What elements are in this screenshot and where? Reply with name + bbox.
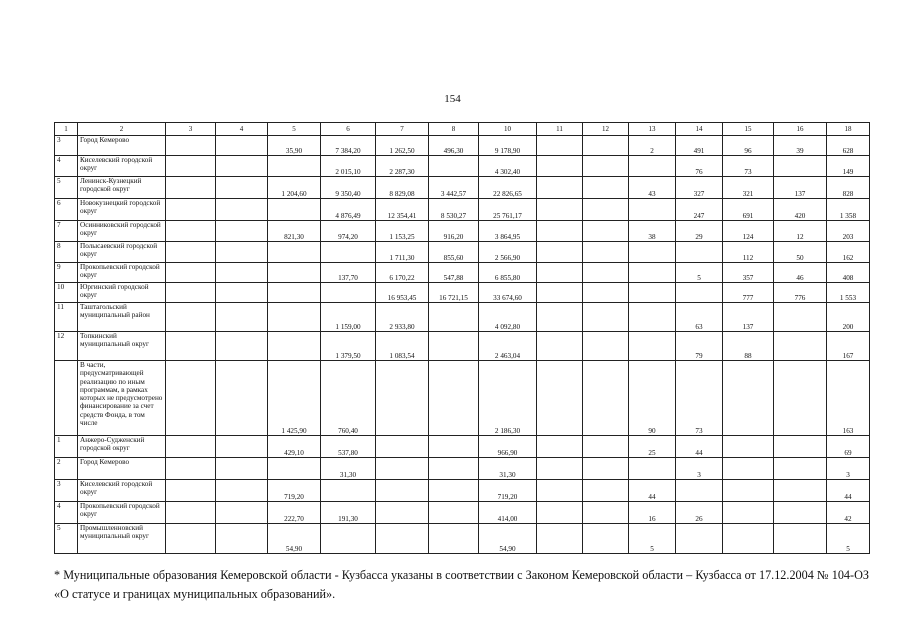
footnote: * Муниципальные образования Кемеровской области - Кузбасса указаны в соответствии с Законом Кемеровской области – Кузбасса от 17.12.2004 № 104-ОЗ «О статусе и границах муниципальных образований». [54, 568, 869, 601]
value-cell: 496,30 [429, 136, 479, 156]
value-cell: 90 [629, 361, 676, 436]
value-cell [723, 480, 774, 502]
value-cell: 200 [827, 303, 870, 332]
value-cell: 5 [629, 524, 676, 554]
value-cell [376, 502, 429, 524]
table-header-row [55, 123, 870, 136]
value-cell: 149 [827, 156, 870, 177]
value-cell [429, 480, 479, 502]
value-cell [537, 283, 583, 303]
value-cell [216, 199, 268, 221]
value-cell: 8 829,08 [376, 177, 429, 199]
value-cell [583, 177, 629, 199]
value-cell [216, 263, 268, 283]
value-cell: 16 721,15 [429, 283, 479, 303]
value-cell [537, 458, 583, 480]
value-cell [268, 332, 321, 361]
municipality-name-cell: Город Кемерово [78, 136, 166, 156]
value-cell: 25 [629, 436, 676, 458]
value-cell: 3 442,57 [429, 177, 479, 199]
municipality-name-cell: Топкинский муниципальный округ [78, 332, 166, 361]
value-cell [723, 436, 774, 458]
value-cell [376, 361, 429, 436]
municipality-name-cell: Киселевский городской округ [78, 480, 166, 502]
value-cell [429, 361, 479, 436]
table-row [55, 177, 870, 199]
value-cell [537, 361, 583, 436]
value-cell: 12 [774, 221, 827, 242]
value-cell [166, 332, 216, 361]
value-cell [166, 480, 216, 502]
value-cell [774, 156, 827, 177]
value-cell [537, 332, 583, 361]
value-cell: 137,70 [321, 263, 376, 283]
value-cell [166, 263, 216, 283]
table-row [55, 361, 870, 436]
value-cell: 222,70 [268, 502, 321, 524]
value-cell [216, 458, 268, 480]
value-cell [268, 156, 321, 177]
row-number-cell: 2 [55, 458, 78, 480]
column-number: 2 [78, 123, 166, 136]
value-cell [216, 136, 268, 156]
value-cell: 777 [723, 283, 774, 303]
value-cell: 162 [827, 242, 870, 263]
table-row [55, 221, 870, 242]
value-cell: 16 [629, 502, 676, 524]
value-cell: 4 092,80 [479, 303, 537, 332]
value-cell [583, 136, 629, 156]
column-number: 5 [268, 123, 321, 136]
value-cell [537, 242, 583, 263]
column-number: 7 [376, 123, 429, 136]
value-cell: 1 379,50 [321, 332, 376, 361]
value-cell: 112 [723, 242, 774, 263]
table-row [55, 283, 870, 303]
value-cell [321, 242, 376, 263]
value-cell [216, 480, 268, 502]
value-cell: 1 153,25 [376, 221, 429, 242]
value-cell: 414,00 [479, 502, 537, 524]
value-cell [629, 458, 676, 480]
value-cell: 966,90 [479, 436, 537, 458]
value-cell [268, 283, 321, 303]
value-cell: 537,80 [321, 436, 376, 458]
value-cell [723, 458, 774, 480]
municipality-name-cell: Ленинск-Кузнецкий городской округ [78, 177, 166, 199]
value-cell [376, 436, 429, 458]
value-cell [537, 480, 583, 502]
value-cell: 69 [827, 436, 870, 458]
value-cell: 2 566,90 [479, 242, 537, 263]
row-number-cell: 4 [55, 502, 78, 524]
value-cell: 54,90 [268, 524, 321, 554]
municipality-name-cell: Новокузнецкий городской округ [78, 199, 166, 221]
value-cell: 4 302,40 [479, 156, 537, 177]
row-number-cell: 1 [55, 436, 78, 458]
value-cell: 1 262,50 [376, 136, 429, 156]
value-cell [429, 303, 479, 332]
value-cell [583, 502, 629, 524]
value-cell [676, 242, 723, 263]
value-cell [166, 524, 216, 554]
municipality-name-cell: В части, предусматривающей реализацию по иным программам, в рамках которых не предусмотрено финансирование за счет средств Фонда, в том числе [78, 361, 166, 436]
value-cell [629, 303, 676, 332]
value-cell: 547,88 [429, 263, 479, 283]
column-number: 18 [827, 123, 870, 136]
value-cell: 88 [723, 332, 774, 361]
value-cell [629, 283, 676, 303]
value-cell: 26 [676, 502, 723, 524]
value-cell [629, 156, 676, 177]
value-cell [166, 283, 216, 303]
row-number-cell: 4 [55, 156, 78, 177]
column-number: 14 [676, 123, 723, 136]
value-cell: 1 425,90 [268, 361, 321, 436]
value-cell: 25 761,17 [479, 199, 537, 221]
value-cell [629, 242, 676, 263]
value-cell [583, 332, 629, 361]
value-cell: 2 [629, 136, 676, 156]
municipality-name-cell: Киселевский городской округ [78, 156, 166, 177]
value-cell [216, 303, 268, 332]
value-cell: 1 553 [827, 283, 870, 303]
value-cell: 357 [723, 263, 774, 283]
municipality-name-cell: Город Кемерово [78, 458, 166, 480]
value-cell [537, 177, 583, 199]
value-cell [583, 480, 629, 502]
value-cell [676, 283, 723, 303]
value-cell: 760,40 [321, 361, 376, 436]
value-cell: 9 178,90 [479, 136, 537, 156]
value-cell [166, 502, 216, 524]
value-cell [166, 458, 216, 480]
value-cell: 776 [774, 283, 827, 303]
value-cell [774, 436, 827, 458]
value-cell: 44 [827, 480, 870, 502]
value-cell [583, 263, 629, 283]
value-cell [723, 502, 774, 524]
value-cell: 73 [676, 361, 723, 436]
column-number: 3 [166, 123, 216, 136]
value-cell [166, 361, 216, 436]
value-cell [429, 502, 479, 524]
value-cell [166, 199, 216, 221]
value-cell [216, 156, 268, 177]
value-cell: 1 711,30 [376, 242, 429, 263]
table-row [55, 199, 870, 221]
value-cell: 137 [723, 303, 774, 332]
value-cell: 137 [774, 177, 827, 199]
value-cell: 124 [723, 221, 774, 242]
row-number-cell: 5 [55, 524, 78, 554]
value-cell [676, 524, 723, 554]
row-number-cell: 12 [55, 332, 78, 361]
value-cell [268, 263, 321, 283]
value-cell: 3 864,95 [479, 221, 537, 242]
value-cell: 44 [676, 436, 723, 458]
value-cell: 821,30 [268, 221, 321, 242]
value-cell: 7 384,20 [321, 136, 376, 156]
value-cell: 9 350,40 [321, 177, 376, 199]
row-number-cell: 11 [55, 303, 78, 332]
column-number: 16 [774, 123, 827, 136]
value-cell [216, 221, 268, 242]
value-cell: 2 287,30 [376, 156, 429, 177]
value-cell: 628 [827, 136, 870, 156]
data-table [54, 122, 870, 554]
value-cell [537, 436, 583, 458]
value-cell [583, 283, 629, 303]
municipality-name-cell: Промышленновский муниципальный округ [78, 524, 166, 554]
value-cell [537, 156, 583, 177]
column-number: 15 [723, 123, 774, 136]
table-row [55, 524, 870, 554]
value-cell [268, 458, 321, 480]
value-cell: 5 [827, 524, 870, 554]
municipality-name-cell: Анжеро-Судженский городской округ [78, 436, 166, 458]
value-cell: 420 [774, 199, 827, 221]
value-cell: 855,60 [429, 242, 479, 263]
value-cell [583, 303, 629, 332]
value-cell [723, 524, 774, 554]
municipality-name-cell: Осинниковский городской округ [78, 221, 166, 242]
value-cell: 163 [827, 361, 870, 436]
value-cell [321, 283, 376, 303]
value-cell: 29 [676, 221, 723, 242]
value-cell [774, 332, 827, 361]
value-cell: 327 [676, 177, 723, 199]
value-cell: 1 358 [827, 199, 870, 221]
value-cell [583, 524, 629, 554]
value-cell [774, 480, 827, 502]
value-cell: 63 [676, 303, 723, 332]
value-cell: 491 [676, 136, 723, 156]
value-cell: 1 083,54 [376, 332, 429, 361]
value-cell: 2 933,80 [376, 303, 429, 332]
table-row [55, 136, 870, 156]
value-cell: 44 [629, 480, 676, 502]
value-cell [166, 136, 216, 156]
value-cell [537, 263, 583, 283]
value-cell: 828 [827, 177, 870, 199]
municipality-name-cell: Юргинский городской округ [78, 283, 166, 303]
row-number-cell: 6 [55, 199, 78, 221]
value-cell [216, 177, 268, 199]
value-cell [537, 502, 583, 524]
value-cell: 916,20 [429, 221, 479, 242]
value-cell [774, 361, 827, 436]
value-cell [429, 458, 479, 480]
value-cell [429, 332, 479, 361]
value-cell: 719,20 [268, 480, 321, 502]
table-row [55, 242, 870, 263]
value-cell: 35,90 [268, 136, 321, 156]
value-cell: 50 [774, 242, 827, 263]
value-cell: 22 826,65 [479, 177, 537, 199]
value-cell: 73 [723, 156, 774, 177]
value-cell [268, 242, 321, 263]
value-cell: 6 855,80 [479, 263, 537, 283]
table-row [55, 458, 870, 480]
value-cell: 42 [827, 502, 870, 524]
column-number: 8 [429, 123, 479, 136]
value-cell [166, 242, 216, 263]
row-number-cell: 8 [55, 242, 78, 263]
row-number-cell: 3 [55, 480, 78, 502]
value-cell [537, 199, 583, 221]
value-cell: 1 204,60 [268, 177, 321, 199]
value-cell: 974,20 [321, 221, 376, 242]
value-cell [321, 524, 376, 554]
municipality-name-cell: Прокопьевский городской округ [78, 263, 166, 283]
value-cell [376, 458, 429, 480]
column-number: 6 [321, 123, 376, 136]
value-cell [537, 524, 583, 554]
value-cell [166, 436, 216, 458]
column-number: 4 [216, 123, 268, 136]
value-cell: 33 674,60 [479, 283, 537, 303]
value-cell [216, 502, 268, 524]
value-cell [216, 283, 268, 303]
value-cell: 408 [827, 263, 870, 283]
value-cell [537, 221, 583, 242]
value-cell: 2 463,04 [479, 332, 537, 361]
value-cell [429, 524, 479, 554]
value-cell: 38 [629, 221, 676, 242]
value-cell: 691 [723, 199, 774, 221]
value-cell: 167 [827, 332, 870, 361]
value-cell [268, 199, 321, 221]
row-number-cell: 7 [55, 221, 78, 242]
value-cell: 321 [723, 177, 774, 199]
value-cell: 31,30 [321, 458, 376, 480]
value-cell [629, 332, 676, 361]
value-cell: 2 015,10 [321, 156, 376, 177]
table-row [55, 480, 870, 502]
value-cell: 12 354,41 [376, 199, 429, 221]
value-cell [774, 458, 827, 480]
municipality-name-cell: Таштагольский муниципальный район [78, 303, 166, 332]
value-cell [774, 524, 827, 554]
value-cell: 2 186,30 [479, 361, 537, 436]
table-row [55, 502, 870, 524]
value-cell [216, 242, 268, 263]
value-cell [676, 480, 723, 502]
value-cell [583, 361, 629, 436]
column-number: 12 [583, 123, 629, 136]
value-cell: 16 953,45 [376, 283, 429, 303]
value-cell: 429,10 [268, 436, 321, 458]
value-cell: 76 [676, 156, 723, 177]
value-cell: 54,90 [479, 524, 537, 554]
value-cell [583, 242, 629, 263]
value-cell: 79 [676, 332, 723, 361]
table-row [55, 303, 870, 332]
value-cell [629, 263, 676, 283]
value-cell: 5 [676, 263, 723, 283]
value-cell: 31,30 [479, 458, 537, 480]
table-row [55, 156, 870, 177]
value-cell [268, 303, 321, 332]
value-cell: 719,20 [479, 480, 537, 502]
value-cell [166, 221, 216, 242]
value-cell: 4 876,49 [321, 199, 376, 221]
value-cell: 191,30 [321, 502, 376, 524]
value-cell [376, 524, 429, 554]
value-cell: 6 170,22 [376, 263, 429, 283]
value-cell [723, 361, 774, 436]
value-cell [583, 221, 629, 242]
municipality-name-cell: Полысаевский городской округ [78, 242, 166, 263]
table-row [55, 436, 870, 458]
value-cell: 46 [774, 263, 827, 283]
value-cell: 247 [676, 199, 723, 221]
value-cell [583, 199, 629, 221]
value-cell [166, 303, 216, 332]
value-cell [429, 436, 479, 458]
page-number: 154 [444, 93, 461, 105]
value-cell [216, 332, 268, 361]
value-cell [166, 156, 216, 177]
value-cell [216, 524, 268, 554]
value-cell [774, 303, 827, 332]
value-cell: 43 [629, 177, 676, 199]
value-cell: 203 [827, 221, 870, 242]
row-number-cell [55, 361, 78, 436]
column-number: 13 [629, 123, 676, 136]
row-number-cell: 5 [55, 177, 78, 199]
value-cell [429, 156, 479, 177]
value-cell: 3 [676, 458, 723, 480]
value-cell [321, 480, 376, 502]
value-cell [583, 436, 629, 458]
value-cell [216, 436, 268, 458]
value-cell [376, 480, 429, 502]
table-row [55, 263, 870, 283]
value-cell [774, 502, 827, 524]
municipality-name-cell: Прокопьевский городской округ [78, 502, 166, 524]
value-cell: 1 159,00 [321, 303, 376, 332]
value-cell [537, 136, 583, 156]
value-cell: 3 [827, 458, 870, 480]
column-number: 10 [479, 123, 537, 136]
row-number-cell: 10 [55, 283, 78, 303]
value-cell: 39 [774, 136, 827, 156]
value-cell [166, 177, 216, 199]
value-cell [216, 361, 268, 436]
value-cell: 8 530,27 [429, 199, 479, 221]
value-cell [583, 156, 629, 177]
row-number-cell: 3 [55, 136, 78, 156]
column-number: 1 [55, 123, 78, 136]
column-number: 11 [537, 123, 583, 136]
value-cell: 96 [723, 136, 774, 156]
row-number-cell: 9 [55, 263, 78, 283]
table-row [55, 332, 870, 361]
value-cell [583, 458, 629, 480]
value-cell [629, 199, 676, 221]
value-cell [537, 303, 583, 332]
